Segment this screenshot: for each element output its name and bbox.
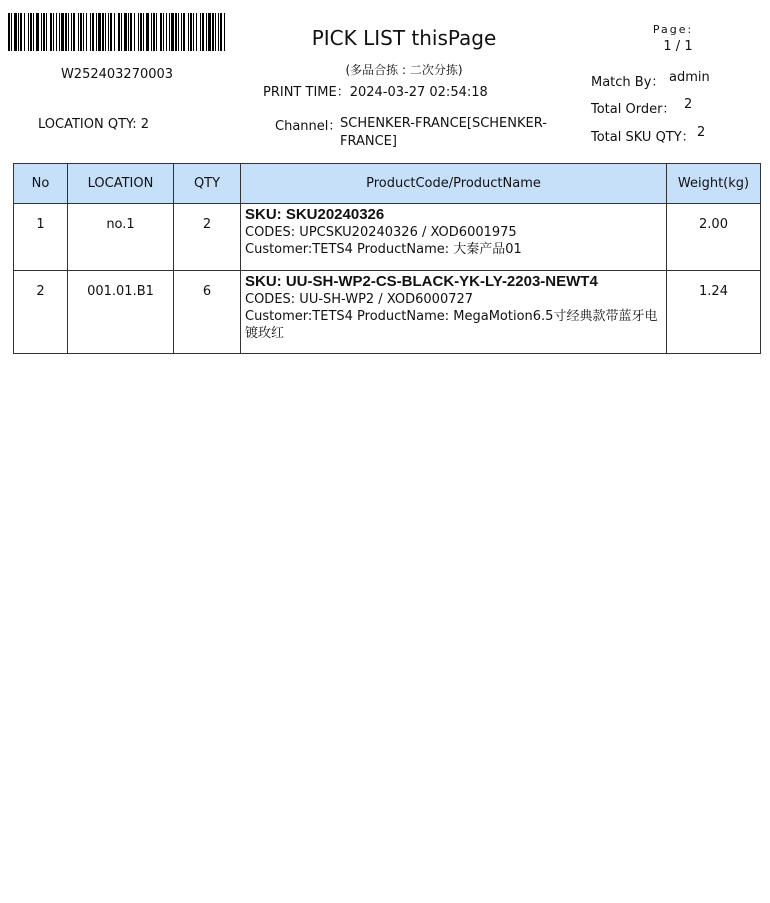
row-qty: 6 <box>174 271 241 354</box>
product-sku: SKU: UU-SH-WP2-CS-BLACK-YK-LY-2203-NEWT4 <box>245 273 598 290</box>
match-by-label: Match By： <box>591 75 665 90</box>
column-header-no: No <box>14 164 68 204</box>
location-qty: LOCATION QTY: 2 <box>38 117 150 132</box>
channel-label: Channel： <box>275 119 342 134</box>
column-header-qty: QTY <box>174 164 241 204</box>
total-order-value: 2 <box>684 97 693 112</box>
product-codes: CODES: UU-SH-WP2 / XOD6000727 <box>245 292 474 307</box>
row-product <box>241 271 667 354</box>
channel-value: SCHENKER-FRANCE[SCHENKER-FRANCE] <box>340 116 547 149</box>
table-row <box>14 271 761 354</box>
order-number: W252403270003 <box>60 67 174 82</box>
row-weight: 1.24 <box>667 271 761 354</box>
column-header-weight: Weight(kg) <box>667 164 761 204</box>
column-header-product: ProductCode/ProductName <box>241 164 667 204</box>
product-codes: CODES: UPCSKU20240326 / XOD6001975 <box>245 225 517 240</box>
total-order-label: Total Order： <box>591 102 676 117</box>
product-customer-name: Customer:TETS4 ProductName: MegaMotion6.5寸经典款带蓝牙电镀玫红 <box>245 309 658 341</box>
total-sku-qty-label: Total SKU QTY： <box>591 130 695 145</box>
page-label: Page: <box>652 23 694 36</box>
row-qty: 2 <box>174 204 241 271</box>
row-location: 001.01.B1 <box>68 271 174 354</box>
page-title: PICK LIST thisPage <box>311 26 497 50</box>
total-sku-qty-value: 2 <box>697 125 706 140</box>
table-row <box>14 204 761 271</box>
match-by-value: admin <box>669 70 710 85</box>
row-product <box>241 204 667 271</box>
table-header-row <box>14 164 761 204</box>
print-time: PRINT TIME：2024-03-27 02:54:18 <box>263 85 488 100</box>
pick-list-table <box>13 163 761 354</box>
row-no: 2 <box>14 271 68 354</box>
page-subtitle: (多品合拣 : 二次分拣) <box>345 63 463 77</box>
column-header-location: LOCATION <box>68 164 174 204</box>
row-no: 1 <box>14 204 68 271</box>
product-customer-name: Customer:TETS4 ProductName: 大秦产品01 <box>245 242 522 257</box>
barcode-image <box>8 13 226 51</box>
product-sku: SKU: SKU20240326 <box>245 206 385 223</box>
row-location: no.1 <box>68 204 174 271</box>
page-number: 1 / 1 <box>663 39 693 54</box>
row-weight: 2.00 <box>667 204 761 271</box>
